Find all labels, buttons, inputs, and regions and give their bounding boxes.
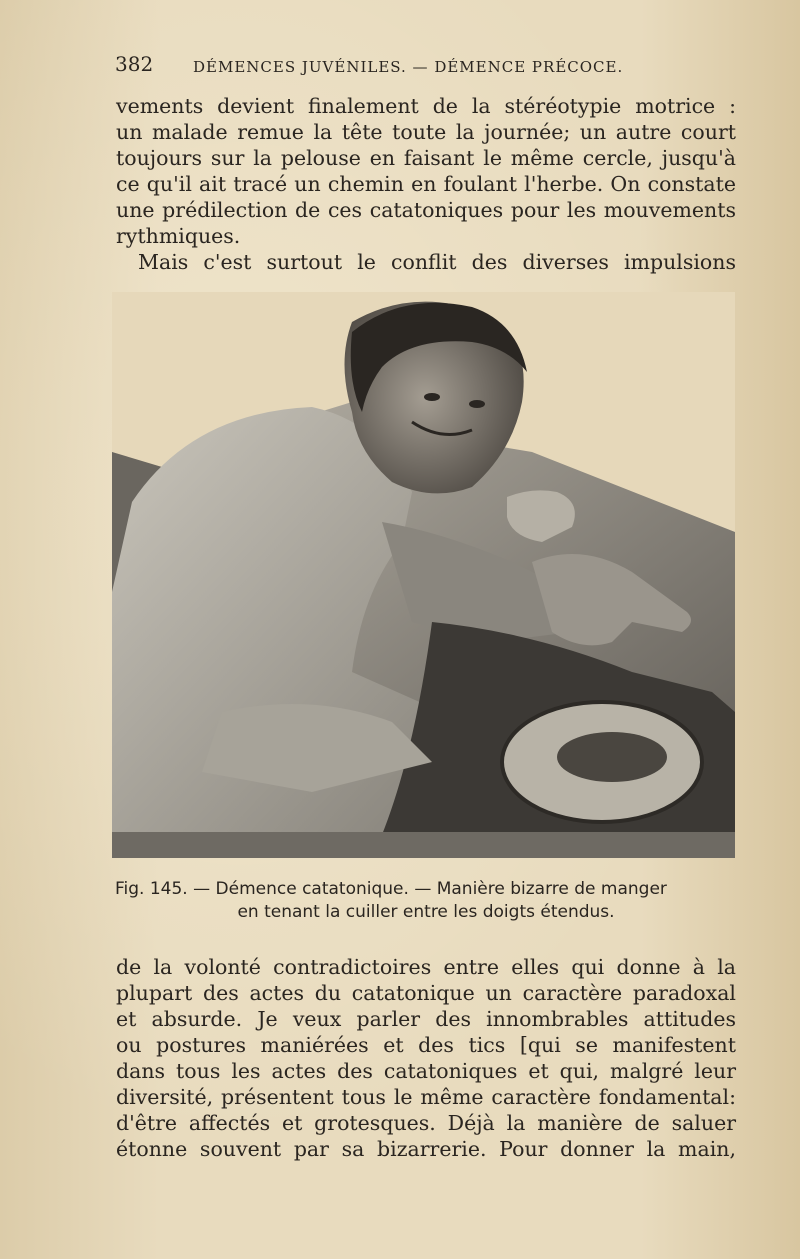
paragraph-top: [116, 93, 736, 275]
text-line: une prédilection de ces catatoniques pour les mouvements: [116, 198, 736, 222]
caption-line: Fig. 145. — Démence catatonique. — Manière bizarre de manger: [115, 879, 667, 899]
photo-catatonic-patient-eating: [112, 292, 735, 858]
text-line: ce qu'il ait tracé un chemin en foulant l'herbe. On constate: [116, 172, 736, 196]
text-line: rythmiques.: [116, 224, 241, 248]
figure-caption: [115, 878, 737, 924]
paragraph-bottom: [116, 954, 736, 1162]
text-line: étonne souvent par sa bizarrerie. Pour donner la main,: [116, 1137, 736, 1161]
text-line: ou postures maniérées et des tics [qui se manifestent: [116, 1033, 736, 1057]
page-number: 382: [115, 52, 154, 76]
running-head: [115, 52, 735, 86]
text-line: diversité, présentent tous le même caractère fondamental:: [116, 1085, 736, 1109]
text-line: plupart des actes du catatonique un caractère paradoxal: [116, 981, 736, 1005]
figure-photograph: [112, 292, 735, 858]
text-line: de la volonté contradictoires entre elles qui donne à la: [116, 955, 736, 979]
running-title: DÉMENCES JUVÉNILES. — DÉMENCE PRÉCOCE.: [193, 58, 624, 76]
text-line: d'être affectés et grotesques. Déjà la manière de saluer: [116, 1111, 736, 1135]
caption-line: en tenant la cuiller entre les doigts étendus.: [237, 902, 615, 922]
text-line: un malade remue la tête toute la journée; un autre court: [116, 120, 736, 144]
text-line: et absurde. Je veux parler des innombrables attitudes: [116, 1007, 736, 1031]
text-line: vements devient finalement de la stéréotypie motrice :: [116, 94, 736, 118]
text-line: toujours sur la pelouse en faisant le même cercle, jusqu'à: [116, 146, 736, 170]
text-line: dans tous les actes des catatoniques et qui, malgré leur: [116, 1059, 736, 1083]
text-line: Mais c'est surtout le conflit des diverses impulsions: [138, 250, 736, 274]
